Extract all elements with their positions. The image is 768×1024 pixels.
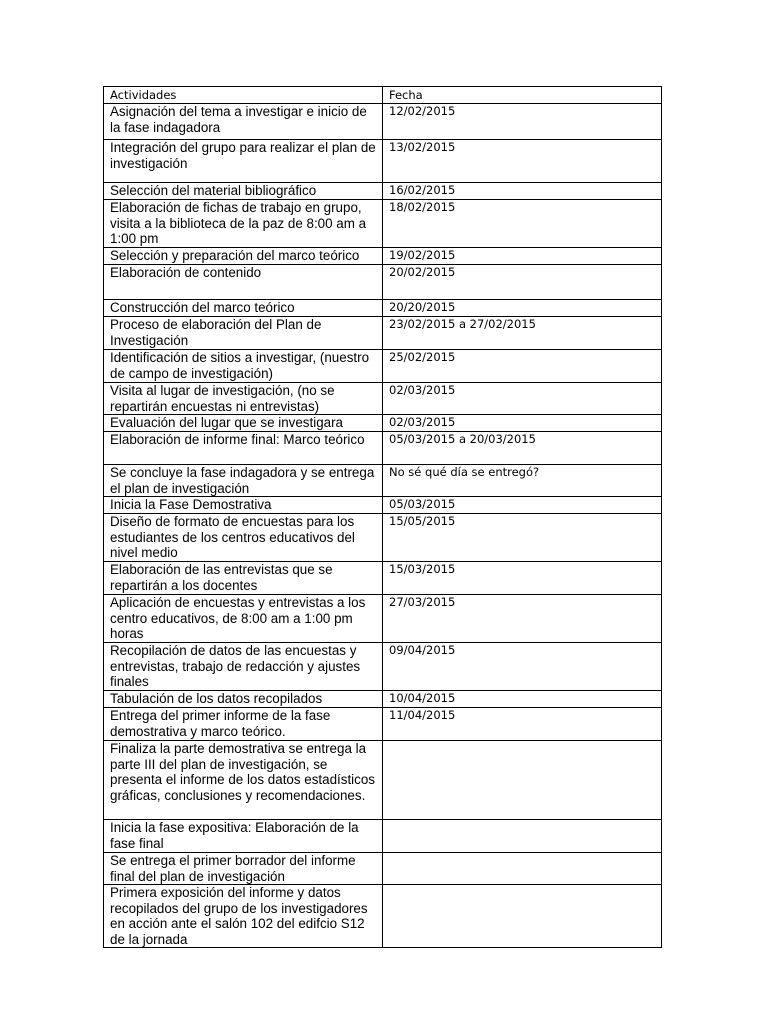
- table-row: [104, 350, 662, 383]
- activity-cell: Primera exposición del informe y datos recopilados del grupo de los investigadores en acción ante el salón 102 del edifcio S12 de la jornada: [104, 885, 383, 948]
- date-cell: 20/20/2015: [383, 300, 662, 317]
- table-row: [104, 200, 662, 248]
- table-row: [104, 432, 662, 465]
- date-cell: 13/02/2015: [383, 140, 662, 183]
- date-cell: 15/03/2015: [383, 562, 662, 595]
- date-cell: No sé qué día se entregó?: [383, 465, 662, 497]
- activity-cell: Finaliza la parte demostrativa se entrega la parte III del plan de investigación, se presenta el informe de los datos estadísticos gráficas, conclusiones y recomendaciones.: [104, 741, 383, 820]
- activity-cell: Elaboración de fichas de trabajo en grupo, visita a la biblioteca de la paz de 8:00 am a 1:00 pm: [104, 200, 383, 248]
- activity-cell: Proceso de elaboración del Plan de Investigación: [104, 317, 383, 350]
- table-row: [104, 820, 662, 853]
- header-date: Fecha: [383, 87, 662, 104]
- activity-cell: Recopilación de datos de las encuestas y entrevistas, trabajo de redacción y ajustes finales: [104, 643, 383, 691]
- date-cell: 20/02/2015: [383, 265, 662, 300]
- table-row: [104, 741, 662, 820]
- activity-cell: Se entrega el primer borrador del informe final del plan de investigación: [104, 853, 383, 885]
- table-row: [104, 595, 662, 643]
- table-row: [104, 562, 662, 595]
- activity-cell: Elaboración de las entrevistas que se repartirán a los docentes: [104, 562, 383, 595]
- activity-cell: Aplicación de encuestas y entrevistas a los centro educativos, de 8:00 am a 1:00 pm horas: [104, 595, 383, 643]
- activities-table: [103, 86, 662, 948]
- date-cell: 16/02/2015: [383, 183, 662, 200]
- table-row: [104, 853, 662, 885]
- activity-cell: Elaboración de contenido: [104, 265, 383, 300]
- activity-cell: Identificación de sitios a investigar, (nuestro de campo de investigación): [104, 350, 383, 383]
- table-row: [104, 248, 662, 265]
- activity-cell: Selección del material bibliográfico: [104, 183, 383, 200]
- table-row: [104, 300, 662, 317]
- date-cell: 05/03/2015: [383, 497, 662, 514]
- table-row: [104, 643, 662, 691]
- table-row: [104, 317, 662, 350]
- table-row: [104, 497, 662, 514]
- date-cell: 10/04/2015: [383, 691, 662, 708]
- table-body: [104, 104, 662, 948]
- table-row: [104, 183, 662, 200]
- table-header: [104, 87, 662, 104]
- date-cell: 19/02/2015: [383, 248, 662, 265]
- date-cell: [383, 853, 662, 885]
- activity-cell: Selección y preparación del marco teórico: [104, 248, 383, 265]
- date-cell: 05/03/2015 a 20/03/2015: [383, 432, 662, 465]
- table-row: [104, 691, 662, 708]
- date-cell: 09/04/2015: [383, 643, 662, 691]
- date-cell: 12/02/2015: [383, 104, 662, 140]
- date-cell: [383, 741, 662, 820]
- table-row: [104, 465, 662, 497]
- date-cell: [383, 885, 662, 948]
- header-row: [104, 87, 662, 104]
- activity-cell: Visita al lugar de investigación, (no se repartirán encuestas ni entrevistas): [104, 383, 383, 415]
- activity-cell: Tabulación de los datos recopilados: [104, 691, 383, 708]
- table-row: [104, 104, 662, 140]
- activity-cell: Inicia la Fase Demostrativa: [104, 497, 383, 514]
- table-row: [104, 265, 662, 300]
- activity-cell: Integración del grupo para realizar el plan de investigación: [104, 140, 383, 183]
- activity-cell: Diseño de formato de encuestas para los estudiantes de los centros educativos del nivel medio: [104, 514, 383, 562]
- table-row: [104, 383, 662, 415]
- date-cell: 02/03/2015: [383, 415, 662, 432]
- table-row: [104, 708, 662, 741]
- date-cell: 02/03/2015: [383, 383, 662, 415]
- date-cell: 25/02/2015: [383, 350, 662, 383]
- activity-cell: Evaluación del lugar que se investigara: [104, 415, 383, 432]
- table-row: [104, 140, 662, 183]
- date-cell: 15/05/2015: [383, 514, 662, 562]
- date-cell: 11/04/2015: [383, 708, 662, 741]
- activity-cell: Entrega del primer informe de la fase demostrativa y marco teórico.: [104, 708, 383, 741]
- date-cell: [383, 820, 662, 853]
- activity-cell: Elaboración de informe final: Marco teórico: [104, 432, 383, 465]
- table-row: [104, 885, 662, 948]
- activity-cell: Construcción del marco teórico: [104, 300, 383, 317]
- table-row: [104, 514, 662, 562]
- activity-cell: Se concluye la fase indagadora y se entrega el plan de investigación: [104, 465, 383, 497]
- table-row: [104, 415, 662, 432]
- date-cell: 27/03/2015: [383, 595, 662, 643]
- date-cell: 23/02/2015 a 27/02/2015: [383, 317, 662, 350]
- activity-cell: Inicia la fase expositiva: Elaboración de la fase final: [104, 820, 383, 853]
- activity-cell: Asignación del tema a investigar e inicio de la fase indagadora: [104, 104, 383, 140]
- date-cell: 18/02/2015: [383, 200, 662, 248]
- header-activities: Actividades: [104, 87, 383, 104]
